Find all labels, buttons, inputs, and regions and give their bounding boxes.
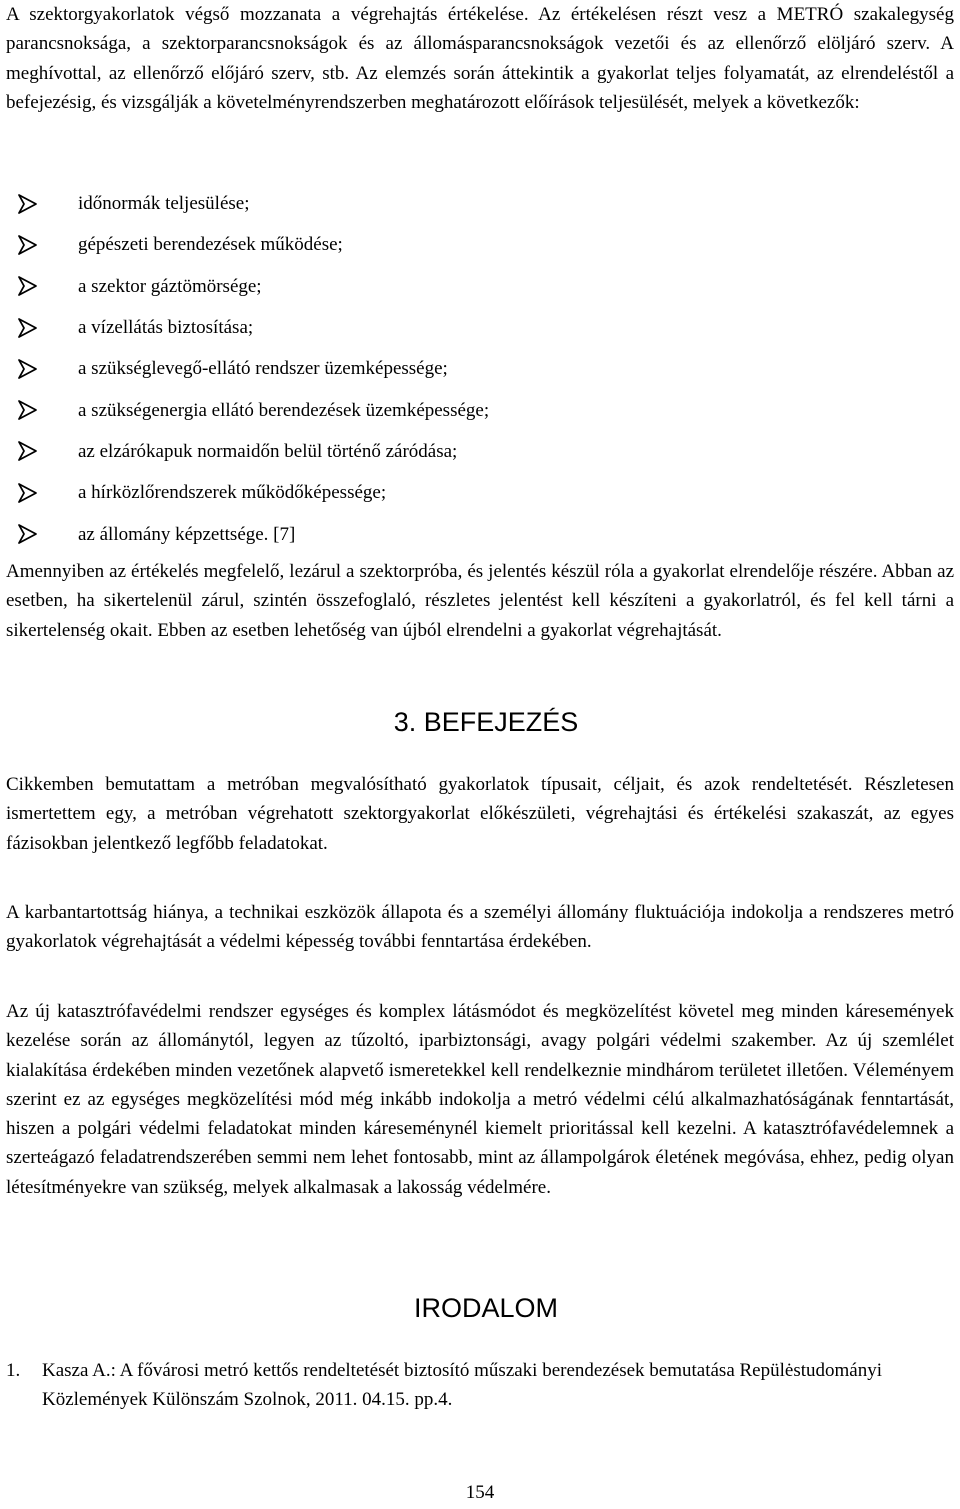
list-item-text: gépészeti berendezések működése; xyxy=(78,234,343,256)
arrowhead-bullet-icon xyxy=(16,275,38,297)
arrowhead-bullet-icon xyxy=(16,317,38,339)
list-item-text: a szükségenergia ellátó berendezések üzemképessége; xyxy=(78,399,490,421)
reference-number: 1. xyxy=(6,1360,21,1381)
list-item xyxy=(16,266,916,307)
arrowhead-bullet-icon xyxy=(16,193,38,215)
reference-item xyxy=(6,1356,954,1415)
requirements-list xyxy=(16,183,916,555)
list-item xyxy=(16,513,916,554)
paragraph-conclusion-1: Cikkemben bemutattam a metróban megvalósítható gyakorlatok típusait, céljait, és azok rendeltetését. Részletesen ismertettem egy, a metróban végrehatott szektorgyakorlat előkészületi, végrehajtási és értékelési szakaszát, az egyes fázisokban jelentkező legfőbb feladatokat. xyxy=(6,774,954,854)
list-item-text: a szektor gáztömörsége; xyxy=(78,275,262,297)
list-item xyxy=(16,224,916,265)
list-item xyxy=(16,389,916,430)
paragraph-outcome: Amennyiben az értékelés megfelelő, lezárul a szektorpróba, és jelentés készül róla a gyakorlat elrendelője részére. Abban az esetben, ha sikertelenül zárul, szintén összefoglaló, részletes jelentést kell készíteni a gyakorlatról, és fel kell tárni a sikertelenség okait. Ebben az esetben lehetőség van újból elrendelni a gyakorlat végrehajtását. xyxy=(6,561,954,641)
list-item-text: időnormák teljesülése; xyxy=(78,193,250,215)
list-item-text: a szükséglevegő-ellátó rendszer üzemképessége; xyxy=(78,358,448,380)
list-item-text: az elzárókapuk normaidőn belül történő záródása; xyxy=(78,440,458,462)
arrowhead-bullet-icon xyxy=(16,482,38,504)
paragraph-conclusion-2: A karbantartottság hiánya, a technikai eszközök állapota és a személyi állomány fluktuációja indokolja a rendszeres metró gyakorlatok végrehajtását a védelmi képesség további fenntartása érdekében. xyxy=(6,902,954,953)
arrowhead-bullet-icon xyxy=(16,358,38,380)
arrowhead-bullet-icon xyxy=(16,234,38,256)
page-number: 154 xyxy=(465,1482,495,1503)
list-item xyxy=(16,307,916,348)
list-item xyxy=(16,183,916,224)
section-heading-conclusion: 3. BEFEJEZÉS xyxy=(393,707,579,737)
list-item xyxy=(16,431,916,472)
paragraph-evaluation: A szektorgyakorlatok végső mozzanata a végrehajtás értékelése. Az értékelésen részt vesz a METRÓ szakalegység parancsnoksága, a szektorparancsnokságok és az állomásparancsnokságok vezetői és az ellenőrző elöljáró szerv. A meghívottal, az ellenőrző előjáró szerv, stb. Az elemzés során áttekintik a gyakorlat teljes folyamatát, az elrendeléstől a befejezésig, és vizsgálják a követelményrendszerben meghatározott előírások teljesülését, melyek a következők: xyxy=(6,4,954,113)
list-item-text: az állomány képzettsége. [7] xyxy=(78,523,296,545)
arrowhead-bullet-icon xyxy=(16,440,38,462)
section-heading-references: IRODALOM xyxy=(413,1293,559,1323)
reference-text: Kasza A.: A fővárosi metró kettős rendeltetését biztosító műszaki berendezések bemutatása Repülėstudományi Közlemények Különszám Szolnok, 2011. 04.15. pp.4. xyxy=(42,1360,882,1411)
list-item xyxy=(16,348,916,389)
arrowhead-bullet-icon xyxy=(16,523,38,545)
paragraph-conclusion-3: Az új katasztrófavédelmi rendszer egységes és komplex látásmódot és megközelítést követel meg minden káresemények kezelése során az állománytól, legyen az tűzoltó, iparbiztonsági, avagy polgári védelmi szakember. Az új szemlélet kialakítása érdekében minden vezetőnek alapvető ismeretekkel kell rendelkeznie mindhárom területet illetően. Véleményem szerint ez az egységes megközelítési mód még inkább indokolja a metró védelmi célú alkalmazhatóságának fenntartását, hiszen a polgári védelmi feladatokat minden káreseménynél kiemelt prioritással kell kezelni. A katasztrófavédelemnek a szerteágazó feladatrendszerében semmi nem lehet fontosabb, mint az állampolgárok életének megóvása, ehhez, pedig olyan létesítményekre van szükség, melyek alkalmasak a lakosság védelmére. xyxy=(6,1001,954,1198)
arrowhead-bullet-icon xyxy=(16,399,38,421)
list-item-text: a vízellátás biztosítása; xyxy=(78,317,254,339)
list-item-text: a hírközlőrendszerek működőképessége; xyxy=(78,482,387,504)
list-item xyxy=(16,472,916,513)
